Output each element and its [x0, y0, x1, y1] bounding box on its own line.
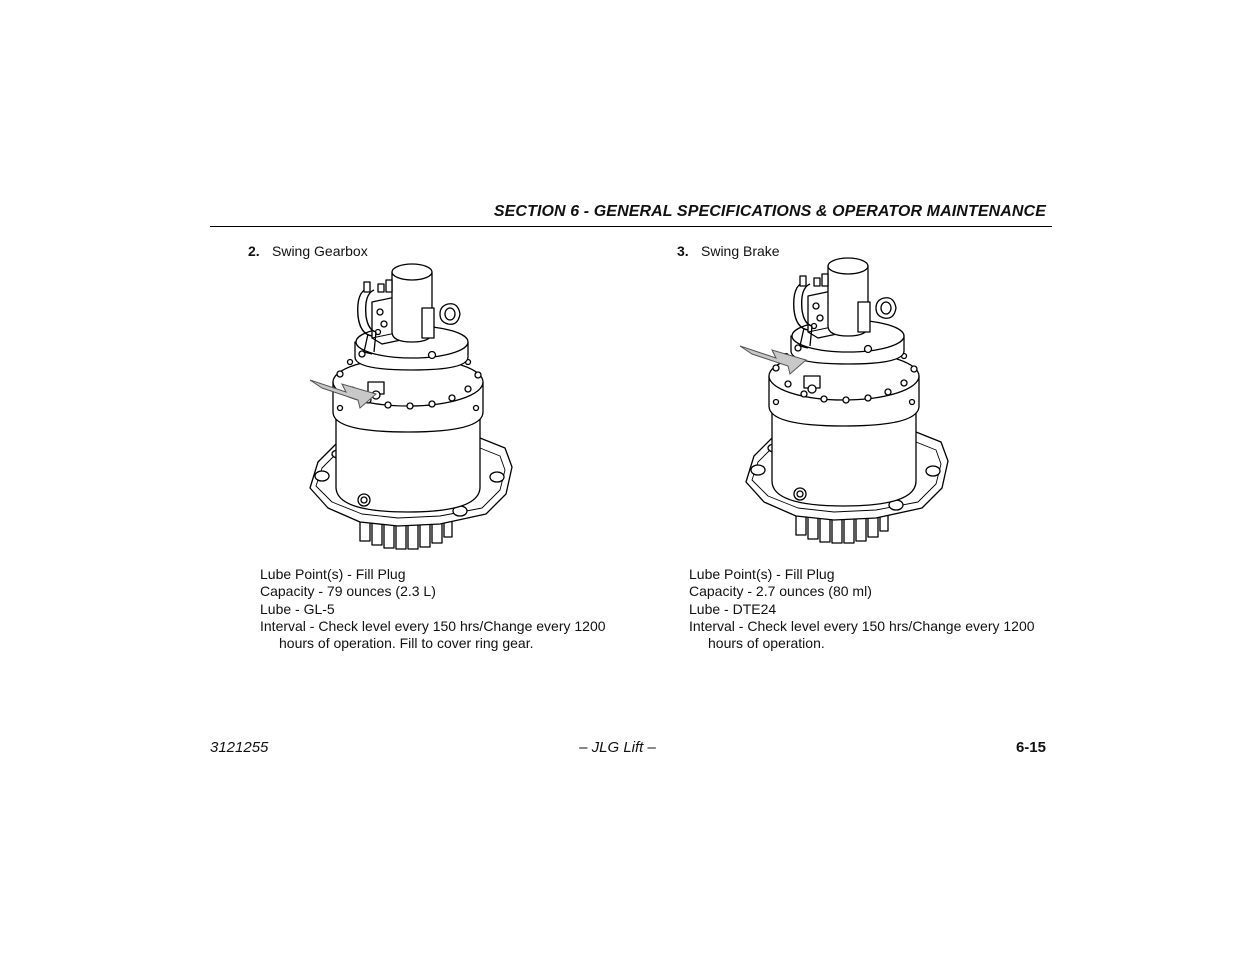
- lube-point: Lube Point(s) - Fill Plug: [260, 566, 406, 582]
- swing-gearbox-illustration: [300, 262, 525, 557]
- specs-swing-gearbox: [260, 566, 606, 652]
- item-title: Swing Gearbox: [272, 243, 368, 259]
- capacity: Capacity - 2.7 ounces (80 ml): [689, 583, 872, 600]
- footer-doc-number: 3121255: [210, 739, 269, 756]
- footer-brand: – JLG Lift –: [579, 739, 656, 756]
- lube-point: Lube Point(s) - Fill Plug: [689, 566, 835, 582]
- interval-continued: hours of operation. Fill to cover ring gear.: [279, 635, 534, 652]
- section-header-title: SECTION 6 - GENERAL SPECIFICATIONS & OPERATOR MAINTENANCE: [493, 203, 1046, 220]
- lube: Lube - GL-5: [260, 600, 335, 617]
- item-title: Swing Brake: [701, 243, 780, 259]
- interval: Interval - Check level every 150 hrs/Change every 1200: [260, 617, 606, 634]
- interval: Interval - Check level every 150 hrs/Change every 1200: [689, 617, 1035, 634]
- item-heading-swing-gearbox: [248, 243, 368, 259]
- item-number: 2.: [248, 243, 260, 259]
- header-rule: [210, 226, 1052, 227]
- footer-page-number: 6-15: [1015, 739, 1046, 756]
- specs-swing-brake: [689, 566, 1035, 652]
- capacity: Capacity - 79 ounces (2.3 L): [260, 583, 436, 600]
- interval-continued: hours of operation.: [708, 635, 825, 652]
- item-number: 3.: [677, 243, 689, 259]
- lube: Lube - DTE24: [689, 600, 777, 617]
- swing-brake-illustration: [736, 256, 961, 556]
